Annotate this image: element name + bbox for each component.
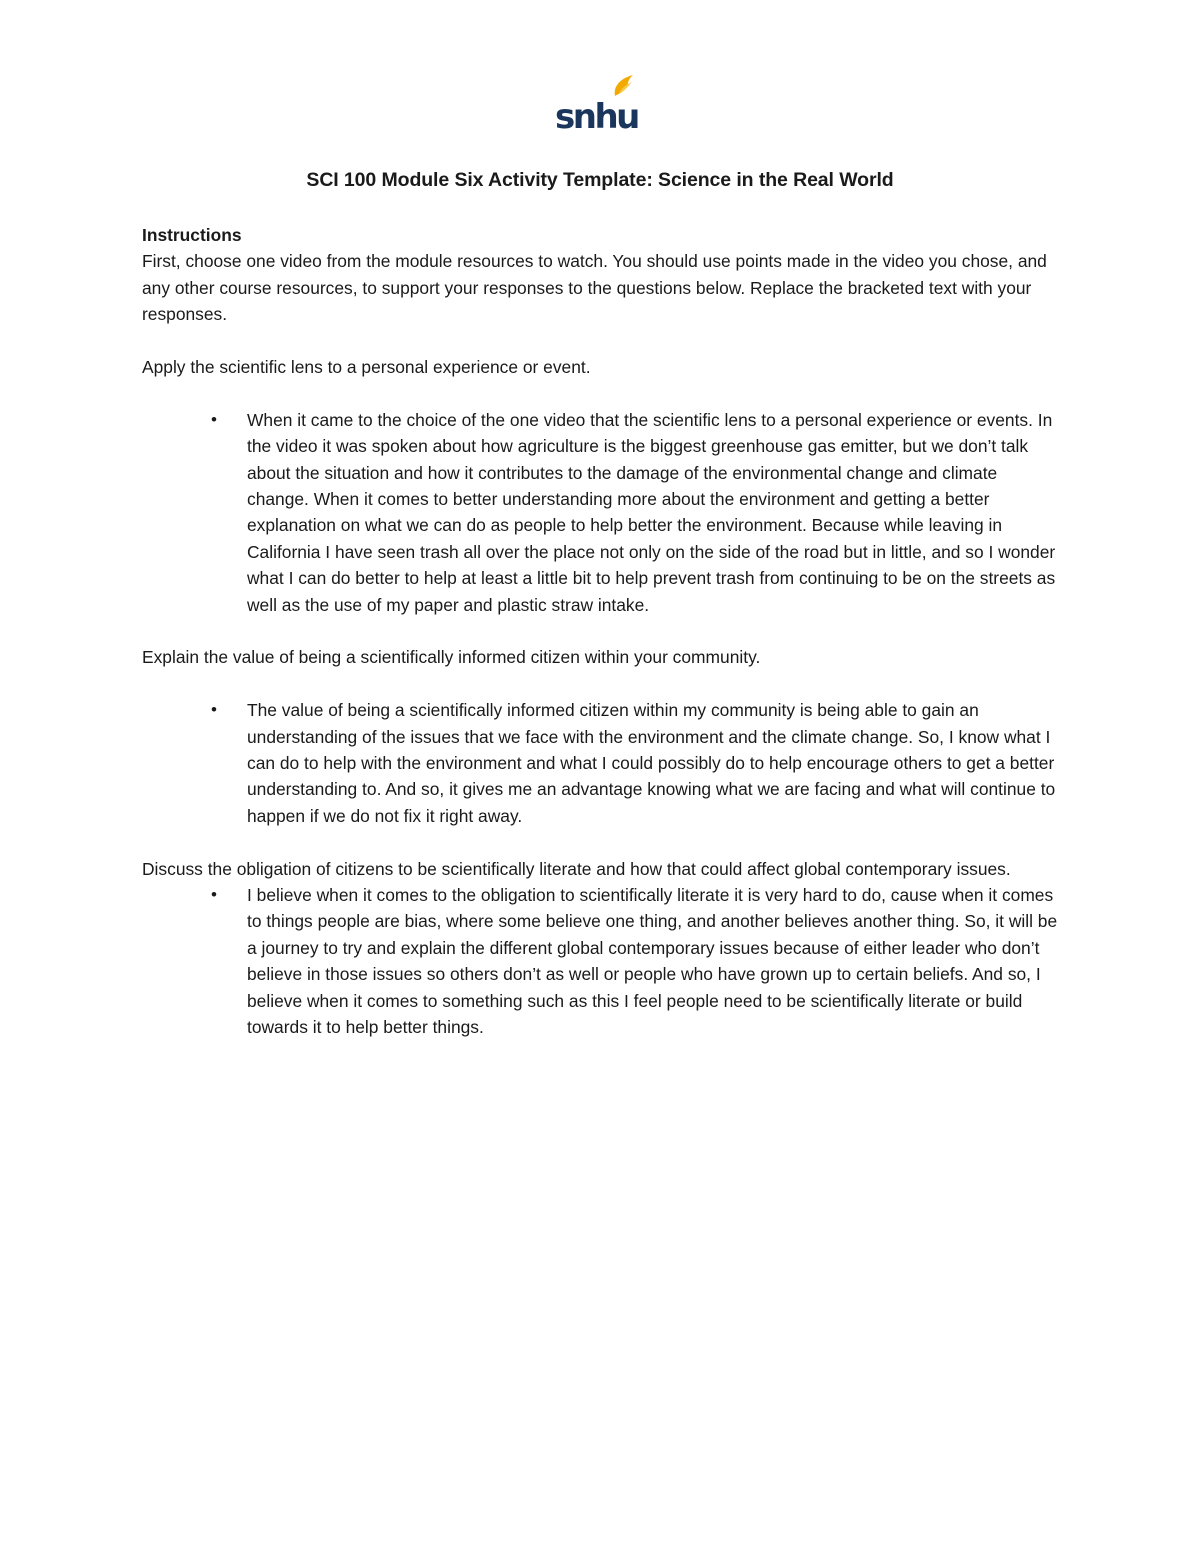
document-title: SCI 100 Module Six Activity Template: Science in the Real World [306,169,894,191]
bullet-icon: • [211,700,217,720]
snhu-logo [553,72,639,134]
document-body [142,222,1062,1041]
section-prompt: Discuss the obligation of citizens to be scientifically literate and how that could affect global contemporary issues. [142,858,1011,879]
bullet-icon: • [211,409,217,429]
section-response: I believe when it comes to the obligation to scientifically literate it is very hard to do, cause when it comes to things people are bias, where some believe one thing, and another believes another thing. So, it will be a journey to try and explain the different global contemporary issues because of either leader who don’t believe in those issues so others don’t as well or people who have grown up to certain beliefs. And so, I believe when it comes to something such as this I feel people need to be scientifically literate or build towards it to help better things. [247,885,1058,1038]
list-item [142,882,1062,1040]
instructions-heading: Instructions [142,225,242,245]
list-item [142,697,1062,829]
bullet-icon: • [211,885,217,905]
flame-icon [615,75,633,96]
instructions-text: First, choose one video from the module resources to watch. You should use points made in the video you chose, and any other course resources, to support your responses to the questions below. Replace the bracketed text with your responses. [142,251,1047,325]
section-response: When it came to the choice of the one video that the scientific lens to a personal experience or events. In the video it was spoken about how agriculture is the biggest greenhouse gas emitter, but we don’t talk about the situation and how it contributes to the damage of the environmental change and climate change. When it comes to better understanding more about the environment and getting a better explanation on what we can do as people to help better the environment. Because while leaving in California I have seen trash all over the place not only on the side of the road but in little, and so I wonder what I can do better to help at least a little bit to help prevent trash from continuing to be on the streets as well as the use of my paper and plastic straw intake. [247,409,1056,615]
section-response: The value of being a scientifically informed citizen within my community is being able to gain an understanding of the issues that we face with the environment and the climate change. So, I know what I can do to help with the environment and what I could possibly do to help encourage others to get a better understanding to. And so, it gives me an advantage knowing what we are facing and what will continue to happen if we do not fix it right away. [247,700,1056,826]
section-prompt: Apply the scientific lens to a personal experience or event. [142,357,591,378]
logo-wordmark: snhu [555,97,638,134]
section-prompt: Explain the value of being a scientifically informed citizen within your community. [142,647,761,668]
list-item [142,407,1062,618]
